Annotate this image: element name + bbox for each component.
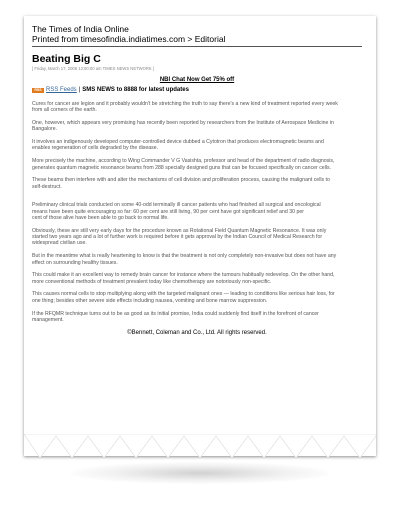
paragraph-line: from all corners of the earth.	[32, 107, 97, 114]
copyright-footer: ©Bennett, Coleman and Co., Ltd. All rights reserved.	[127, 329, 267, 336]
article-paragraph	[32, 228, 376, 247]
paragraph-line: more conventional methods of treatment prevalent today like chemotherapy are notoriously non-specific.	[32, 278, 272, 285]
paper-floor-shadow	[70, 462, 330, 484]
article-headline: Beating Big C	[32, 53, 101, 65]
paragraph-line: It involves an indigenously developed computer-controlled device dubbed a Cytotron that produces electromagnetic beams and	[32, 139, 324, 146]
page-content	[32, 24, 376, 336]
promo-link[interactable]: NBI Chat Now Get 75% off	[159, 77, 235, 83]
rss-separator: |	[78, 87, 81, 93]
article-paragraph	[32, 291, 376, 304]
rss-line	[32, 87, 376, 93]
article-paragraph	[32, 158, 376, 171]
paragraph-line: This causes normal cells to stop multiplying along with the targeted malignant ones — leading to conditions like serious hair loss, for	[32, 291, 335, 298]
printed-page	[24, 16, 376, 456]
rss-feeds-link[interactable]: RSS Feeds	[46, 87, 77, 93]
paragraph-line: cent of those alive have been able to go back to normal life.	[32, 215, 169, 222]
paragraph-line: This could make it an excellent way to remedy brain cancer for instance where the tumours habitually redevelop. On the other hand,	[32, 272, 335, 279]
article-body	[32, 101, 376, 323]
article-paragraph	[32, 101, 376, 114]
article-paragraph	[32, 253, 376, 266]
article-paragraph	[32, 177, 376, 190]
article-paragraph	[32, 311, 376, 324]
paragraph-line: But in the meantime what is really heartening to know is that the treatment is not only completely non-invasive but does not have any	[32, 253, 337, 260]
article-paragraph	[32, 272, 376, 285]
printed-from-line: Printed from timesofindia.indiatimes.com > Editorial	[32, 34, 226, 44]
paragraph-line: Preliminary clinical trials conducted on some 40-odd terminally ill cancer patients who had finished all surgical and oncological	[32, 202, 321, 209]
paragraph-line: enables regeneration of cells degraded by the disease.	[32, 145, 159, 152]
paragraph-line: One, however, which appears very promising has recently been reported by researchers from the Institute of Aerospace Medicine in	[32, 120, 334, 127]
article-dateline: [ Friday, March 17, 2006 12:00:00 am TIMES NEWS NETWORK ]	[32, 66, 155, 71]
paragraph-line: widespread civilian use.	[32, 240, 87, 247]
paragraph-line: effect on surrounding healthy tissues.	[32, 259, 118, 266]
article-paragraph	[32, 120, 376, 133]
paragraph-line: Obviously, these are still very early days for the procedure known as Rotational Field Quantum Magnetic Resonance. It was only	[32, 227, 327, 234]
paragraph-line: one thing; besides other severe side effects including nausea, vomiting and bone marrow suppression.	[32, 297, 268, 304]
paragraph-line: If the RFQMR technique turns out to be as good as its initial promise, India could suddenly find itself in the forefront of cancer	[32, 310, 319, 317]
torn-paper-edge	[24, 434, 376, 464]
paragraph-line: More precisely the machine, according to Wing Commander V G Vasishta, professor and head of the department of radio diagnosis,	[32, 158, 335, 165]
header-divider	[32, 46, 362, 47]
rss-icon[interactable]: RSS	[32, 88, 44, 93]
paragraph-line: Bangalore.	[32, 126, 58, 133]
article-paragraph	[32, 139, 376, 152]
paragraph-line: self-destruct.	[32, 183, 62, 190]
paragraph-line: Cures for cancer are legion and it probably wouldn't be stretching the truth to say there's a new kind of treatment reported every week	[32, 101, 338, 107]
paragraph-line: management.	[32, 316, 64, 323]
site-title: The Times of India Online	[32, 24, 129, 34]
paragraph-line: started two years ago and a lot of further work is required before it gets approval by the Indian Council of Medical Research for	[32, 234, 323, 241]
paragraph-line: generates quantum magnetic resonance beams from 288 specially designed guns that can be focused specifically on cancer cells.	[32, 164, 332, 171]
article-paragraph	[32, 202, 376, 221]
sms-news-text: SMS NEWS to 8888 for latest updates	[82, 87, 189, 93]
paragraph-line: These beams then interfere with and alter the mechanisms of cell division and proliferation process, causing the malignant cells to	[32, 177, 330, 184]
paragraph-line: means have been quite encouraging so far: 60 per cent are still living, 90 per cent have got significant relief and 30 per	[32, 208, 304, 215]
